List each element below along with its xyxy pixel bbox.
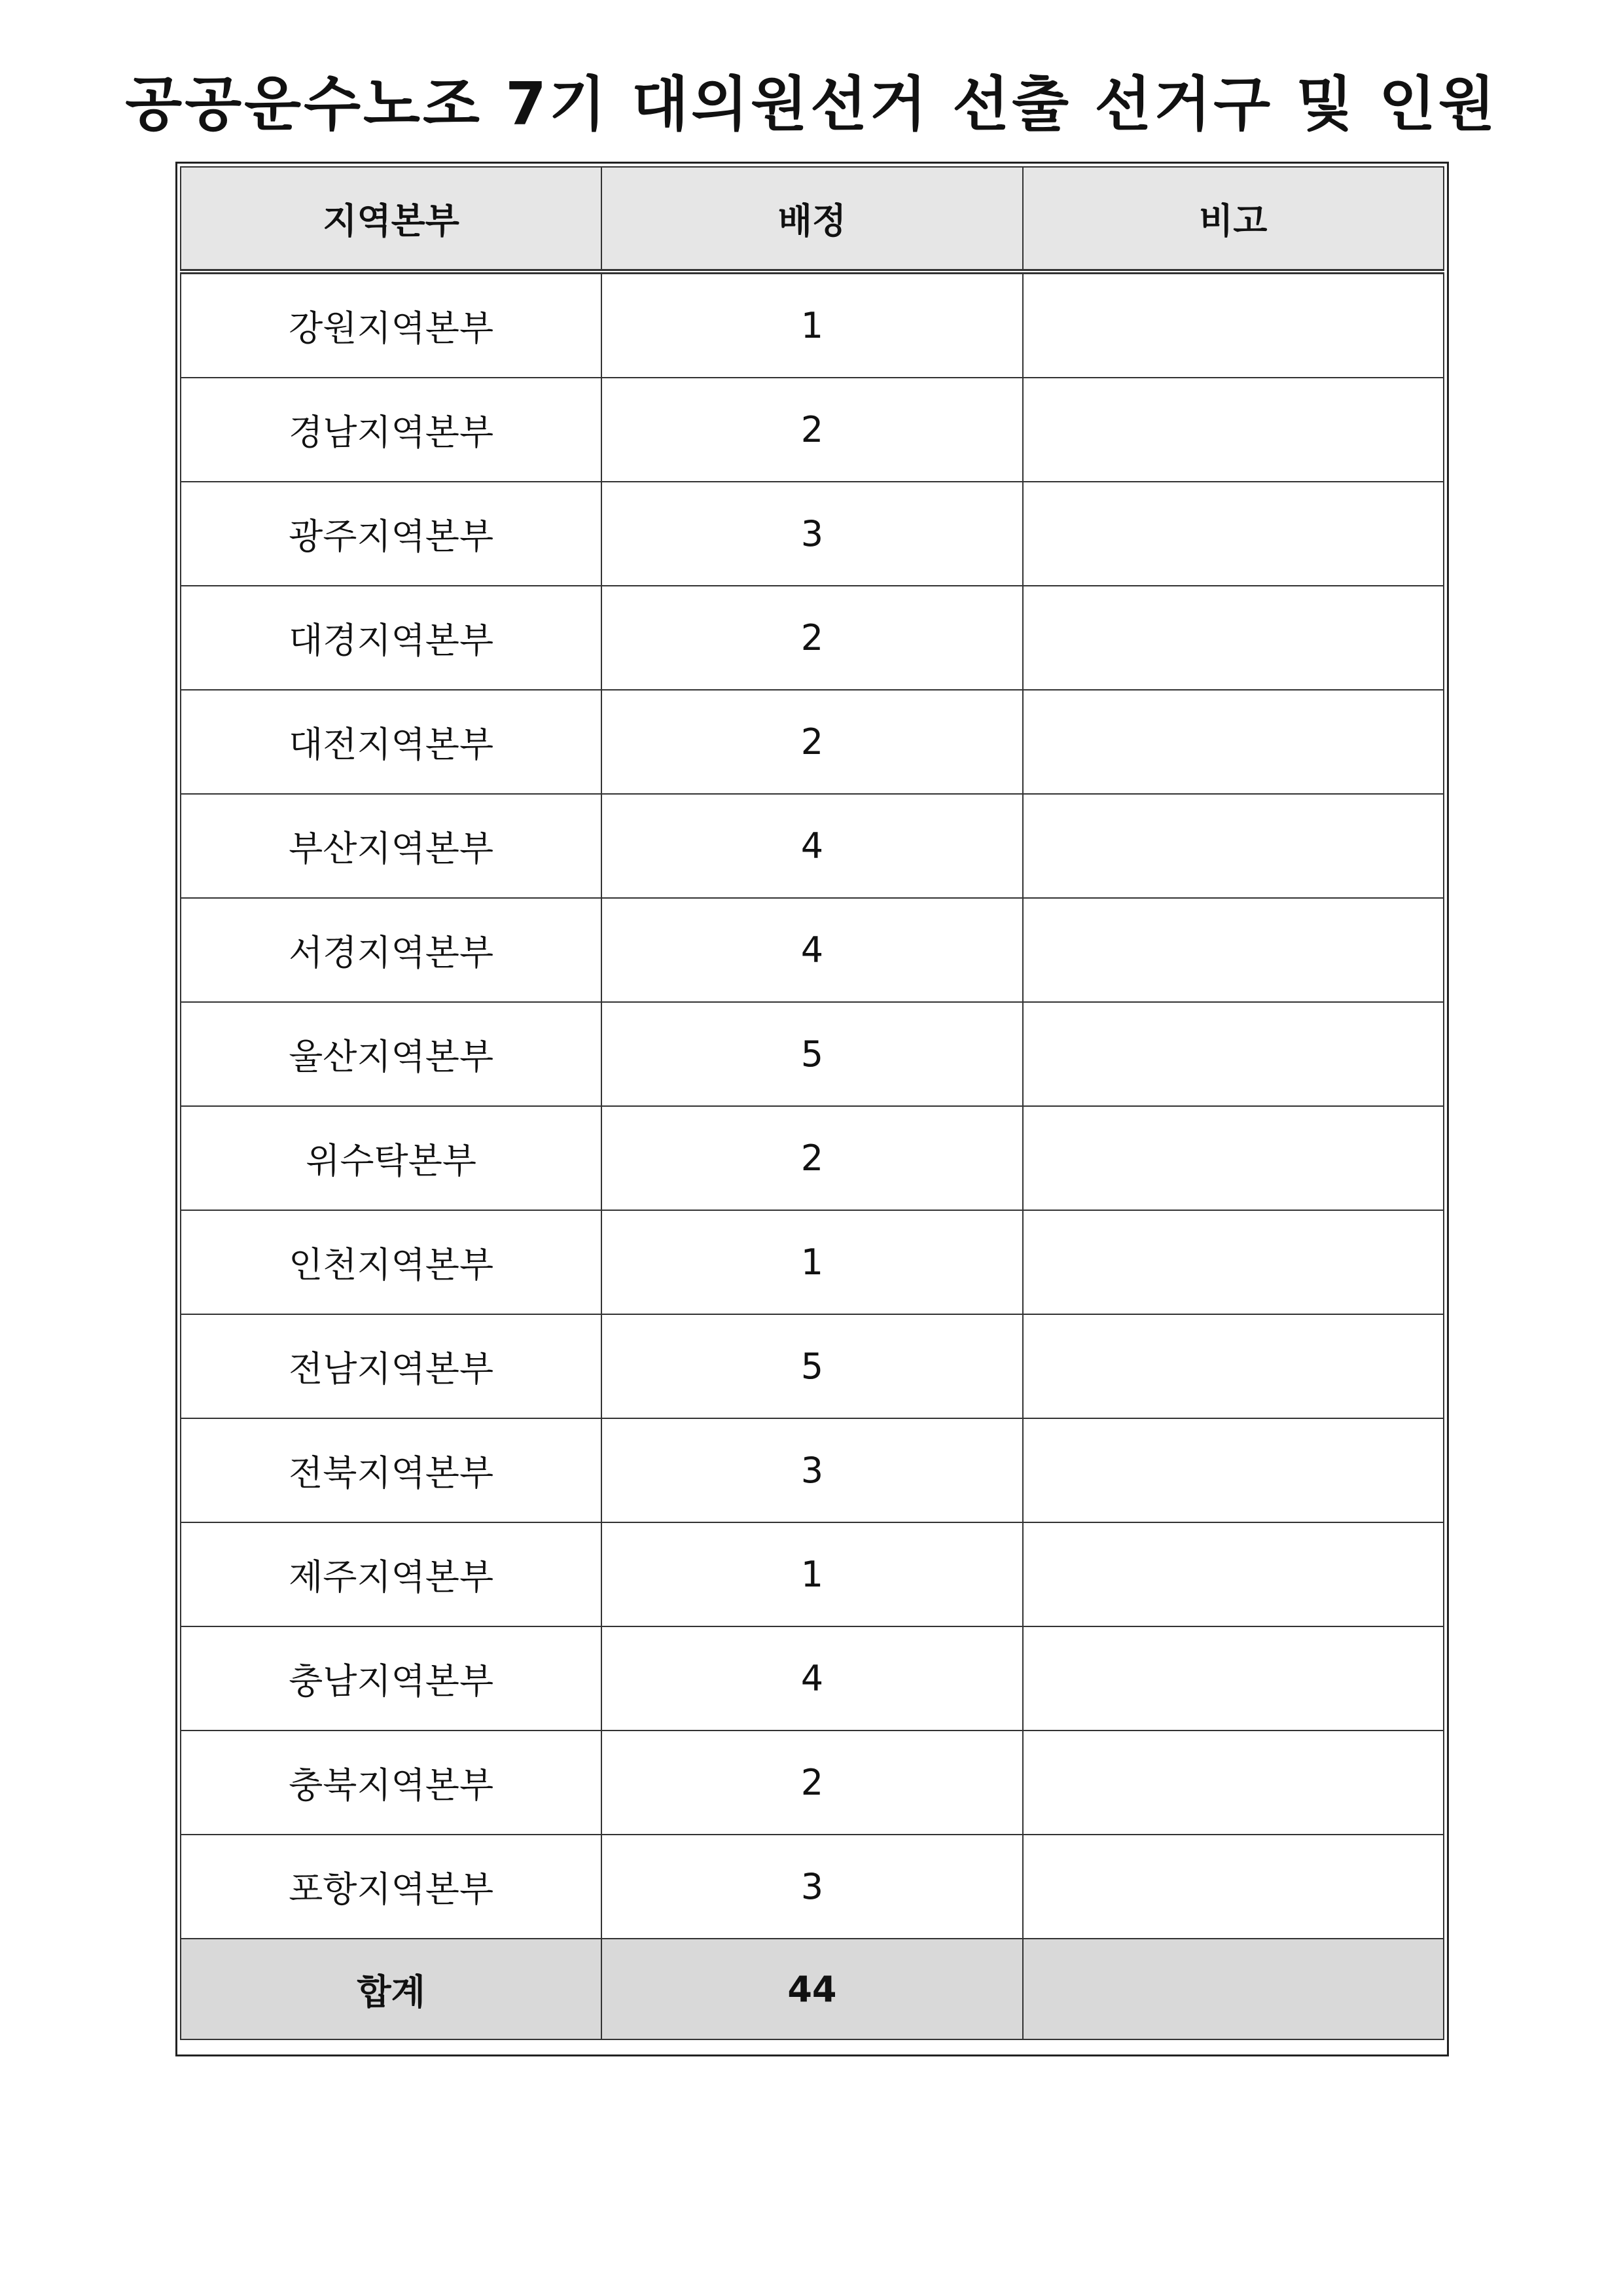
table-row	[181, 1106, 1444, 1210]
note-cell	[1023, 898, 1444, 1002]
header-allocation: 배정	[601, 167, 1022, 272]
note-cell	[1023, 794, 1444, 898]
allocation-table-frame	[175, 162, 1449, 2056]
total-label: 합계	[181, 1939, 601, 2039]
note-cell	[1023, 690, 1444, 794]
allocation-cell: 2	[601, 1731, 1022, 1835]
region-cell: 전남지역본부	[181, 1314, 601, 1418]
header-region: 지역본부	[181, 167, 601, 272]
table-header-row	[181, 167, 1444, 272]
allocation-cell: 1	[601, 1210, 1022, 1314]
allocation-cell: 1	[601, 272, 1022, 378]
note-cell	[1023, 1210, 1444, 1314]
table-row	[181, 1626, 1444, 1731]
total-row	[181, 1939, 1444, 2039]
allocation-cell: 4	[601, 794, 1022, 898]
allocation-cell: 2	[601, 690, 1022, 794]
total-note	[1023, 1939, 1444, 2039]
allocation-cell: 5	[601, 1314, 1022, 1418]
table-row	[181, 586, 1444, 690]
region-cell: 위수탁본부	[181, 1106, 601, 1210]
note-cell	[1023, 1626, 1444, 1731]
region-cell: 경남지역본부	[181, 378, 601, 482]
table-row	[181, 1210, 1444, 1314]
table-row	[181, 1731, 1444, 1835]
note-cell	[1023, 482, 1444, 586]
allocation-cell: 2	[601, 378, 1022, 482]
allocation-cell: 2	[601, 586, 1022, 690]
table-row	[181, 794, 1444, 898]
table-row	[181, 1002, 1444, 1106]
allocation-cell: 5	[601, 1002, 1022, 1106]
table-row	[181, 898, 1444, 1002]
table-row	[181, 1418, 1444, 1522]
region-cell: 전북지역본부	[181, 1418, 601, 1522]
region-cell: 제주지역본부	[181, 1522, 601, 1626]
region-cell: 대전지역본부	[181, 690, 601, 794]
header-note: 비고	[1023, 167, 1444, 272]
note-cell	[1023, 586, 1444, 690]
region-cell: 충남지역본부	[181, 1626, 601, 1731]
note-cell	[1023, 1418, 1444, 1522]
document-title: 공공운수노조 7기 대의원선거 선출 선거구 및 인원	[125, 70, 1498, 139]
allocation-cell: 1	[601, 1522, 1022, 1626]
note-cell	[1023, 1314, 1444, 1418]
table-row	[181, 690, 1444, 794]
table-row	[181, 378, 1444, 482]
allocation-cell: 4	[601, 1626, 1022, 1731]
note-cell	[1023, 1002, 1444, 1106]
allocation-cell: 2	[601, 1106, 1022, 1210]
note-cell	[1023, 1106, 1444, 1210]
note-cell	[1023, 1522, 1444, 1626]
allocation-cell: 3	[601, 482, 1022, 586]
table-row	[181, 482, 1444, 586]
region-cell: 서경지역본부	[181, 898, 601, 1002]
table-row	[181, 1314, 1444, 1418]
table-row	[181, 1835, 1444, 1939]
region-cell: 충북지역본부	[181, 1731, 601, 1835]
region-cell: 포항지역본부	[181, 1835, 601, 1939]
region-cell: 광주지역본부	[181, 482, 601, 586]
region-cell: 강원지역본부	[181, 272, 601, 378]
region-cell: 인천지역본부	[181, 1210, 601, 1314]
note-cell	[1023, 378, 1444, 482]
table-row	[181, 272, 1444, 378]
total-allocation: 44	[601, 1939, 1022, 2039]
allocation-cell: 4	[601, 898, 1022, 1002]
note-cell	[1023, 1731, 1444, 1835]
region-cell: 대경지역본부	[181, 586, 601, 690]
allocation-table	[180, 166, 1444, 2040]
region-cell: 울산지역본부	[181, 1002, 601, 1106]
table-row	[181, 1522, 1444, 1626]
region-cell: 부산지역본부	[181, 794, 601, 898]
allocation-cell: 3	[601, 1418, 1022, 1522]
note-cell	[1023, 272, 1444, 378]
allocation-cell: 3	[601, 1835, 1022, 1939]
note-cell	[1023, 1835, 1444, 1939]
